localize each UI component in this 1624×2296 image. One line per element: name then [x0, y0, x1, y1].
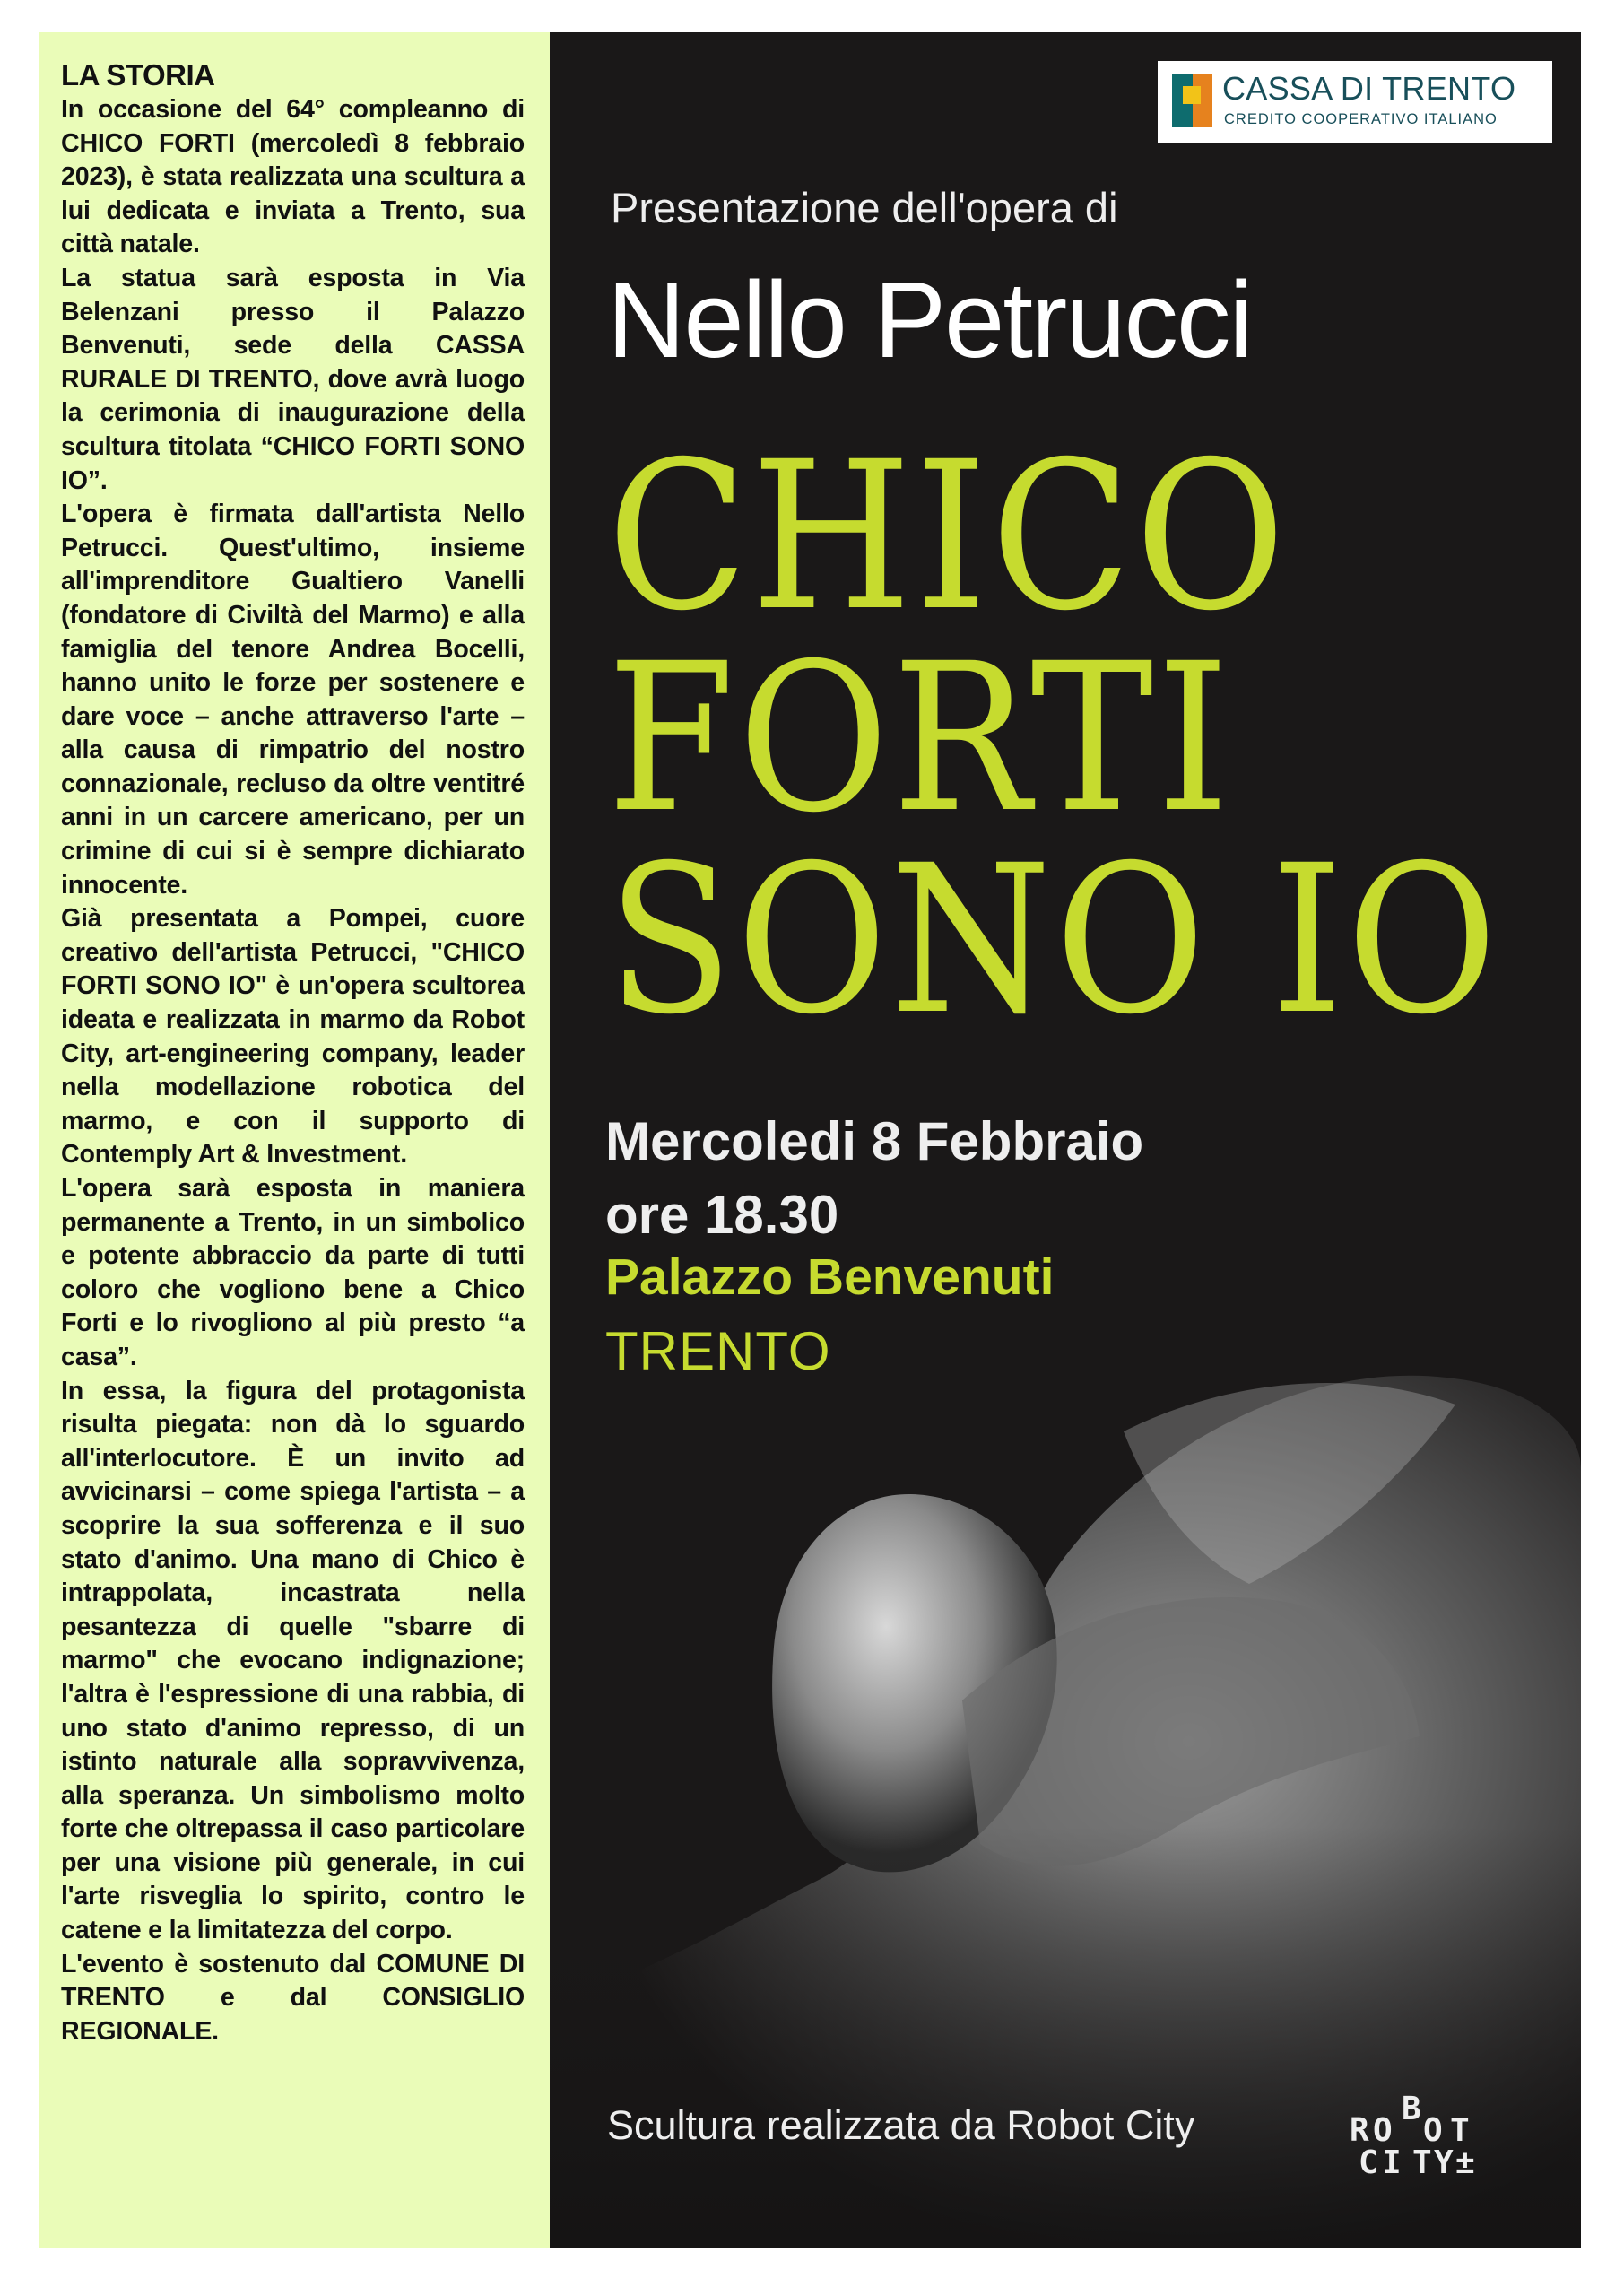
- story-title: LA STORIA: [61, 58, 215, 91]
- story-paragraph: Già presentata a Pompei, cuore creativo dell'artista Petrucci, "CHICO FORTI SONO IO" è un'opera scultorea ideata e realizzata in marmo da Robot City, art-engineering company, leader nella modellazione robotica del marmo, e con il supporto di Contemply Art & Investment.: [61, 904, 525, 1170]
- event-datetime: [605, 1105, 1143, 1252]
- sculpture-credit: Scultura realizzata da Robot City: [607, 2102, 1195, 2148]
- logo-subtitle: CREDITO COOPERATIVO ITALIANO: [1224, 111, 1498, 127]
- story-paragraph: L'opera sarà esposta in maniera permanente a Trento, in un simbolico e potente abbraccio da parte di tutti coloro che vogliono bene a Chico Forti e lo rivogliono al più presto “a casa”.: [61, 1174, 525, 1371]
- event-poster: [550, 32, 1581, 2248]
- presentation-line: Presentazione dell'opera di: [611, 184, 1118, 231]
- story-paragraph: L'opera è firmata dall'artista Nello Petrucci. Quest'ultimo, insieme all'imprenditore Gualtiero Vanelli (fondatore di Civiltà del Marmo) e alla famiglia del tenore Andrea Bocelli, hanno unito le forze per sostenere e dare voce – anche attraverso l'arte – alla causa di rimpatrio del nostro connazionale, recluso da oltre ventitré anni in un carcere americano, per un crimine di cui si è sempre dichiarato innocente.: [61, 500, 525, 900]
- artwork-title-line: SONO IO: [607, 821, 1501, 1059]
- artwork-title-line: FORTI: [607, 619, 1233, 857]
- story-paragraph: In essa, la figura del protagonista risulta piegata: non dà lo sguardo all'interlocutore. È un invito ad avvicinarsi – come spiega l'artista – a scoprire la sua sofferenza e il suo stato d'animo. Una mano di Chico è intrappolata, incastrata nella pesantezza di quelle "sbarre di marmo" che evocano indignazione; l'altra è l'espressione di una rabbia, di uno stato d'animo represso, di un istinto naturale alla sopravvivenza, alla speranza. Un simbolismo molto forte che oltrepassa il caso particolare per una visione più generale, in cui l'arte risveglia lo spirito, contro le catene e la limitatezza del corpo.: [61, 1376, 525, 1945]
- story-paragraph: La statua sarà esposta in Via Belenzani presso il Palazzo Benvenuti, sede della CASSA RURALE DI TRENTO, dove avrà luogo la cerimonia di inaugurazione della scultura titolata “CHICO FORTI SONO IO”.: [61, 263, 525, 495]
- page: [39, 32, 1581, 2248]
- robot-city-logo: R O B O T C I T Y ±: [1350, 2091, 1475, 2181]
- cassa-di-trento-logo: [1158, 61, 1552, 143]
- story-column: [39, 32, 550, 2248]
- event-venue: Palazzo Benvenuti: [605, 1248, 1055, 1306]
- event-date: Mercoledi 8 Febbraio: [605, 1111, 1144, 1171]
- event-time: ore 18.30: [605, 1185, 839, 1245]
- artwork-title-line: CHICO: [607, 417, 1290, 656]
- story-paragraph: L'evento è sostenuto dal COMUNE DI TRENTO e dal CONSIGLIO REGIONALE.: [61, 1949, 525, 2046]
- artist-name: Nello Petrucci: [607, 258, 1252, 380]
- story-paragraph: In occasione del 64° compleanno di CHICO FORTI (mercoledì 8 febbraio 2023), è stata realizzata una scultura a lui dedicata e inviata a Trento, sua città natale.: [61, 95, 525, 259]
- event-city: TRENTO: [605, 1321, 831, 1381]
- artwork-title: [607, 417, 1501, 1059]
- logo-mark-icon: [1172, 74, 1212, 127]
- logo-name: CASSA DI TRENTO: [1222, 70, 1516, 107]
